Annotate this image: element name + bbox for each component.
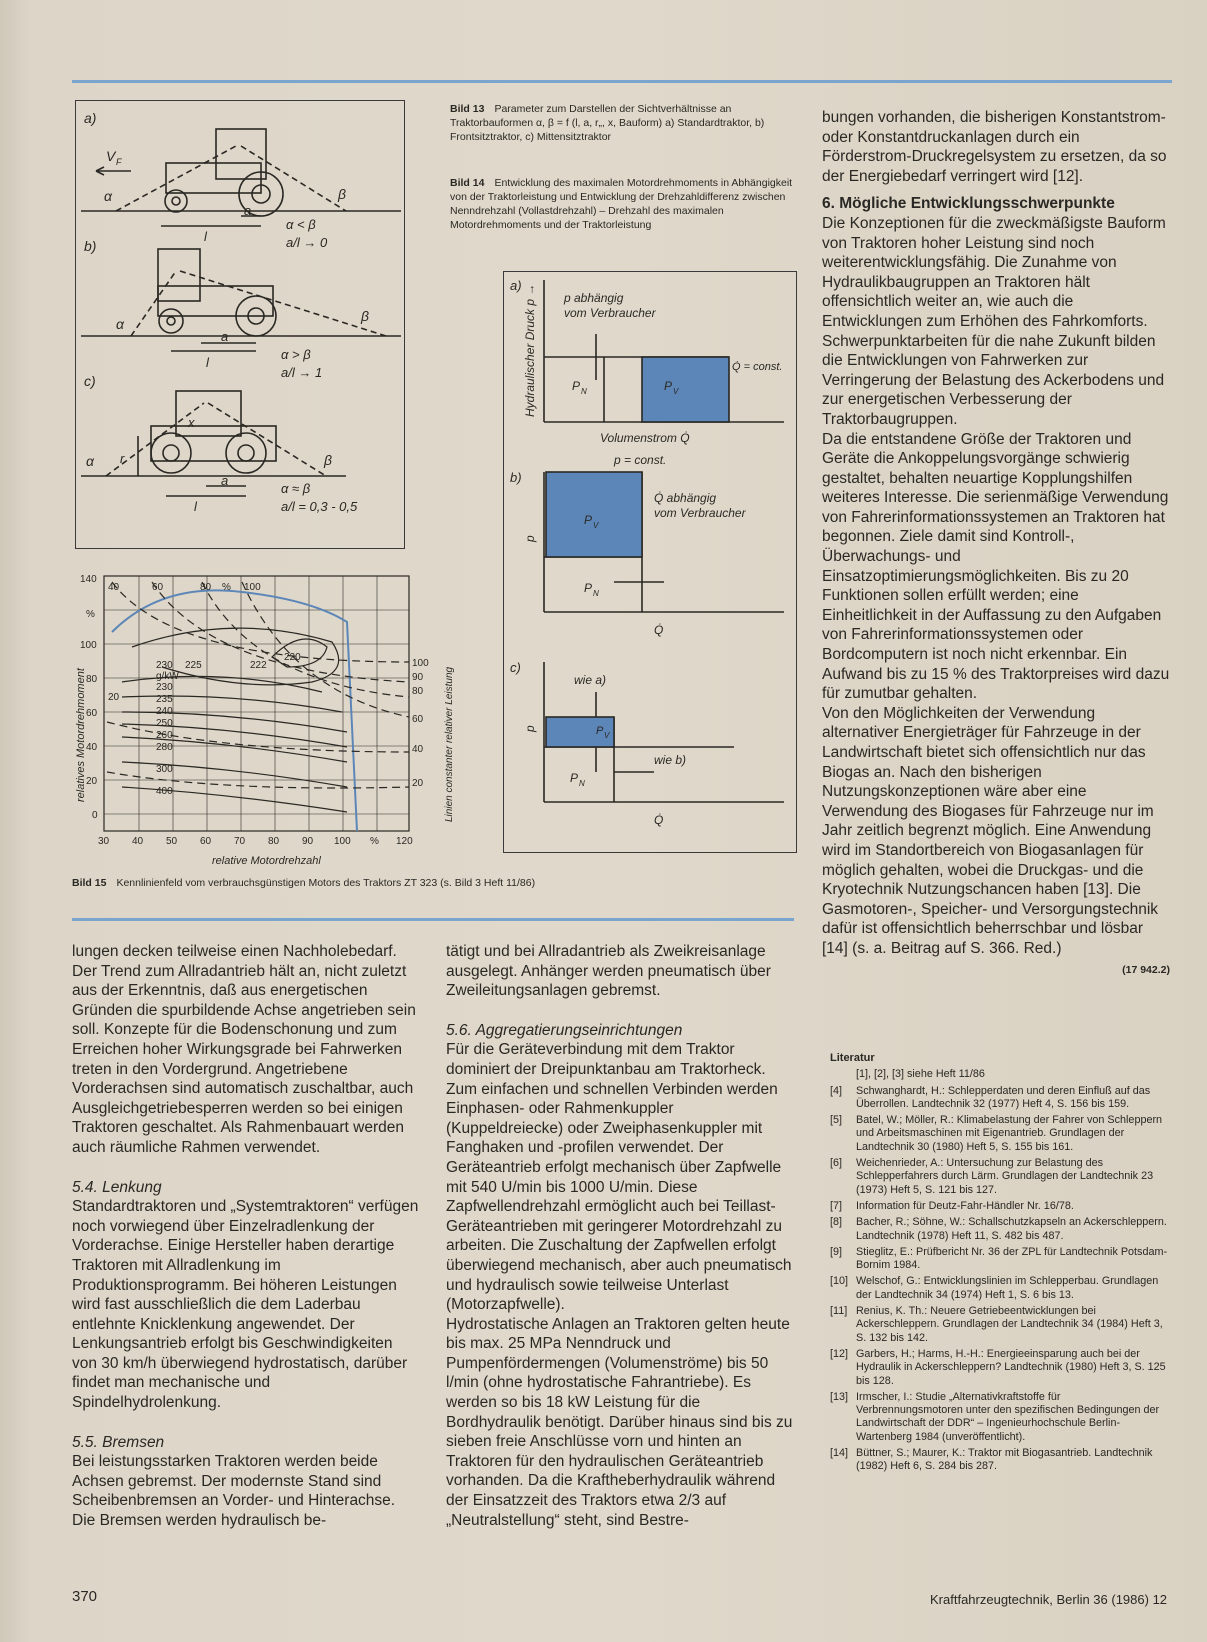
fig15-c230a: 230 <box>156 660 173 671</box>
fig13-beta-c: β <box>324 452 332 468</box>
fig14-q-axis-c: Q̇ <box>654 813 664 827</box>
heading-6: 6. Mögliche Entwicklungsschwerpunkte <box>822 195 1115 213</box>
fig15-left-20: 20 <box>108 692 120 703</box>
article-number: (17 942.2) <box>1122 963 1170 976</box>
caption-bild14-text: Entwicklung des maximalen Motordrehmoments in Abhängigkeit von der Traktorleistung und Entwicklung der Drehzahldifferenz zwischen Nenndrehzahl (Vollastdrehzahl) – Drehzahl des maximalen Motordrehmoments und der Traktorleistung <box>450 177 793 231</box>
fig14-label-c: c) <box>510 660 521 675</box>
fig13-eq-a2: a/l → 0 <box>286 235 328 250</box>
reference-number: [13] <box>830 1390 849 1403</box>
fig15-ylabel: relatives Motordrehmoment <box>75 668 87 802</box>
fig15-right-20: 20 <box>412 778 424 789</box>
fig14-p-axis-b: p <box>523 535 537 542</box>
text-column-3 <box>822 108 1170 980</box>
fig14-q-abh1: Q̇ abhängig <box>654 491 717 505</box>
fig14-pn-b: P <box>584 581 593 595</box>
fig14-pn-b-sub: N <box>593 589 599 598</box>
fig15-ytick-20: 20 <box>86 776 98 787</box>
fig15-gkw: g/kW <box>156 671 179 682</box>
col1-paragraph-1: lungen decken teilweise einen Nachholebedarf. Der Trend zum Allradantrieb hält an, nicht zuletzt aus der Erkenntnis, daß aus energetischen Gründen die spurbildende Achse angetrieben sein soll. Konzepte für die Bodenschonung und zum Erreichen hoher Wirkungsgrade bei Fahrwerken treten in den Vordergrund. Angetriebene Vorderachsen sind automatisch zuschaltbar, auch Ausgleichgetriebesperren werden so bei einigen Traktoren geschaltet. Als Rahmenbauart werden auch räumliche Rahmen verwendet. <box>72 943 416 1156</box>
fig14-q-axis-b: Q̇ <box>654 623 664 637</box>
fig15-right-80: 80 <box>412 686 424 697</box>
fig14-p-abh1: p abhängig <box>564 291 624 305</box>
fig15-ytick-40: 40 <box>86 742 98 753</box>
fig15-c225: 225 <box>185 660 202 671</box>
fig15-xtick-90: 90 <box>302 836 314 847</box>
reference-number: [14] <box>830 1447 849 1460</box>
reference-text: Renius, K. Th.: Neuere Getriebeentwicklungen bei Ackerschleppern. Grundlagen der Landtechnik 34 (1984) Heft 3, S. 132 bis 142. <box>856 1305 1163 1344</box>
reference-number: [9] <box>830 1245 843 1258</box>
caption-bild13-number: Bild 13 <box>450 103 485 115</box>
fig15-c240: 240 <box>156 706 173 717</box>
reference-items <box>830 1068 1170 1473</box>
reference-text: Irmscher, I.: Studie „Alternativkraftstoffe für Verbrennungsmotoren unter den spezifischen Bedingungen der Landwirtschaft der DDR“ – Ingenieurhochschule Berlin-Wartenberg 1984 (unveröffentlicht). <box>856 1390 1160 1443</box>
reference-text: Welschof, G.: Entwicklungslinien im Schlepperbau. Grundlagen der Landtechnik 34 (1974) Heft 1, S. 6 bis 13. <box>856 1275 1159 1301</box>
pv-area-a <box>642 357 729 422</box>
fig15-top-100: 100 <box>244 582 261 593</box>
mid-rule <box>72 918 794 921</box>
caption-bild14 <box>450 176 795 232</box>
fig15-xtick-30: 30 <box>98 836 110 847</box>
reference-item <box>830 1216 1170 1243</box>
fig15-ytick-60: 60 <box>86 708 98 719</box>
reference-number: [6] <box>830 1157 843 1170</box>
fig14-vol: Volumenstrom Q̇ <box>600 431 690 445</box>
reference-item <box>830 1200 1170 1213</box>
reference-text: Information für Deutz-Fahr-Händler Nr. 16/78. <box>856 1199 1074 1212</box>
fig14-pv-c-sub: V <box>604 731 610 740</box>
col3-paragraph-1: bungen vorhanden, die bisherigen Konstantstrom- oder Konstantdruckanlagen durch ein Förderstrom-Druckregelsystem zu ersetzen, da so der Energiebedarf verringert wird [12]. <box>822 109 1167 185</box>
fig15-c250: 250 <box>156 718 173 729</box>
tractor-diagrams <box>76 101 404 548</box>
fig14-p-abh2: vom Verbraucher <box>564 306 656 320</box>
fig13-alpha-b: α <box>116 316 124 332</box>
fig14-pv-b-sub: V <box>593 521 599 530</box>
reference-item <box>830 1447 1170 1474</box>
col3-paragraph-3: Da die entstandene Größe der Traktoren und Geräte die Ankoppelungsvorgänge schwierig gestaltet, behalten neuartige Kopplungshilfen weiteres Interesse. Die serienmäßige Verwendung von Fahrerinformationssystemen an Traktoren hat begonnen. Ziele damit sind Kontroll-, Überwachungs- und Einsatzoptimierungsmöglichkeiten. Bis zu 20 Funktionen sollen erfüllt werden; eine Einheitlichkeit in der Auffassung zu den Aufgaben von Fahrerinformationssystemen oder Bordcomputern ist noch nicht erkennbar. Ein Aufwand bis zu 15 % des Traktorpreises wird dazu für zumutbar gehalten. <box>822 430 1170 703</box>
reference-number: [4] <box>830 1084 843 1097</box>
col2-paragraph-2: Für die Geräteverbindung mit dem Traktor dominiert der Dreipunktanbau am Traktorheck. Zum einfachen und schnellen Verbinden werden Einphasen- oder Rahmenkuppler (Kuppeldreiecke) oder Zweiphasenkuppler mit Fanghaken und -profilen verwendet. Der Geräteantrieb erfolgt mechanisch über Zapfwelle mit 540 U/min bis 1000 U/min. Diese Zapfwellendrehzahl ermöglicht auch bei Teillast-Geräteantrieben mit geringerer Motordrehzahl zu arbeiten. Die Zuschaltung der Zapfwellen erfolgt überwiegend mechanisch, aber auch pneumatisch und hydraulisch sowie teilweise Unterlast (Motorzapfwelle). <box>446 1041 792 1314</box>
fig15-top-80: 80 <box>200 582 212 593</box>
fig14-pn-c-sub: N <box>579 779 585 788</box>
reference-item <box>830 1085 1170 1112</box>
fig15-c220: 220 <box>284 652 301 663</box>
fig15-xtick-60: 60 <box>200 836 212 847</box>
reference-text: Weichenrieder, A.: Untersuchung zur Belastung des Schlepperfahrers durch Lärm. Grundlagen der Landtechnik 23 (1973) Heft 5, S. 121 bis 127. <box>856 1157 1154 1196</box>
article-number-line <box>822 959 1170 981</box>
reference-item <box>830 1348 1170 1388</box>
figure-13 <box>75 100 405 549</box>
fig13-alpha-c: α <box>86 453 94 469</box>
fig13-eq-b2: a/l → 1 <box>281 365 323 380</box>
fig15-right-100: 100 <box>412 658 429 669</box>
reference-number: [10] <box>830 1275 849 1288</box>
figure-15 <box>72 572 472 872</box>
reference-text: Büttner, S.; Maurer, K.: Traktor mit Biogasantrieb. Landtechnik (1982) Heft 6, S. 284 bis 287. <box>856 1447 1153 1473</box>
text-column-1 <box>72 942 420 1531</box>
fig15-xtick-50: 50 <box>166 836 178 847</box>
fig14-pn-c: P <box>570 771 579 785</box>
fig13-a-a: a <box>244 203 252 218</box>
literature-heading: Literatur <box>830 1052 875 1064</box>
reference-number: [11] <box>830 1305 848 1318</box>
caption-bild15-text: Kennlinienfeld vom verbrauchsgünstigen Motors des Traktors ZT 323 (s. Bild 3 Heft 11/86) <box>116 877 536 889</box>
fig13-eq-c1: α ≈ β <box>281 481 311 496</box>
reference-item <box>830 1246 1170 1273</box>
fig15-c400: 400 <box>156 786 173 797</box>
fig13-beta-b: β <box>361 308 369 324</box>
reference-number: [5] <box>830 1114 843 1127</box>
fig15-c260: 260 <box>156 730 173 741</box>
text-column-2 <box>446 942 794 1530</box>
fig13-a-c: a <box>221 473 229 488</box>
reference-text: Batel, W.; Möller, R.: Klimabelastung der Fahrer von Schleppern und Arbeitsmaschinen mit Eigenantrieb. Grundlagen der Landtechnik 30 (1980) Heft 5, S. 155 bis 161. <box>856 1114 1163 1153</box>
fig15-c300: 300 <box>156 764 173 775</box>
figure-14 <box>503 271 797 853</box>
col2-paragraph-3: Hydrostatische Anlagen an Traktoren gelten heute bis max. 25 MPa Nenndruck und Pumpenfördermengen (Volumenströme) bis 50 l/min (ohne hydrostatische Fahrantriebe). Es werden so bis 18 kW Leistung für die Bordhydraulik benötigt. Darüber hinaus sind bis zu sieben freie Anschlüsse vorn und hinten an Traktoren für den hydraulischen Geräteantrieb vorhanden. Da die Kraftheberhydraulik während der Einsatzzeit des Traktors etwa 2/3 auf „Neutralstellung“ steht, sind Bestre- <box>446 1315 793 1529</box>
fig15-xtick-70: 70 <box>234 836 246 847</box>
fig15-ytick-140: 140 <box>80 574 97 585</box>
fig15-xtick-100: 100 <box>334 836 351 847</box>
fig13-a-b: a <box>221 329 229 344</box>
fig15-c222: 222 <box>250 660 267 671</box>
fig14-q-const: Q̇ = const. <box>732 361 783 373</box>
reference-item <box>830 1275 1170 1302</box>
fig13-l-b: l <box>206 355 209 370</box>
fig15-right-40: 40 <box>412 744 424 755</box>
col2-paragraph-1: tätigt und bei Allradantrieb als Zweikreisanlage ausgelegt. Anhänger werden pneumatisch über Zweileitungsanlagen gebremst. <box>446 943 771 1000</box>
reference-number <box>830 1068 856 1081</box>
fig14-label-b: b) <box>510 470 522 485</box>
reference-text: Garbers, H.; Harms, H.-H.: Energieeinsparung auch bei der Hydraulik in Ackerschleppern? Landtechnik (1980) Heft 3, S. 125 bis 128. <box>856 1347 1166 1387</box>
fig15-xlabel: relative Motordrehzahl <box>212 855 321 867</box>
caption-bild15-number: Bild 15 <box>72 877 107 889</box>
reference-item <box>830 1114 1170 1154</box>
col1-paragraph-3: Bei leistungsstarken Traktoren werden beide Achsen gebremst. Der modernste Stand sind Scheibenbremsen an Vorder- und Hinterachse. Die Bremsen werden hydraulisch be- <box>72 1453 396 1530</box>
caption-bild13 <box>450 102 795 144</box>
reference-item <box>830 1391 1170 1444</box>
fig13-l-c: l <box>194 499 197 514</box>
fig13-vf: V <box>106 148 116 164</box>
fig15-right-label: Linien constanter relativer Leistung <box>444 666 455 822</box>
top-rule <box>72 80 1172 83</box>
fig14-q-abh2: vom Verbraucher <box>654 506 746 520</box>
fig15-xtick-pct: % <box>370 836 379 847</box>
reference-number: [8] <box>830 1216 843 1229</box>
fig15-xtick-80: 80 <box>268 836 280 847</box>
fig14-pv-c: P <box>596 725 604 737</box>
col1-paragraph-2: Standardtraktoren und „Systemtraktoren“ verfügen noch vorwiegend über Einzelradlenkung der Vorderachse. Einige Hersteller haben derartige Traktoren mit Allradlenkung im Produktionsprogramm. Bei höheren Leistungen wird fast ausschließlich die dem Laderbau entlehnte Knicklenkung angewendet. Der Lenkungsantrieb erfolgt bis Geschwindigkeiten von 30 km/h überwiegend hydrostatisch, darüber findet man mechanische und Spindelhydrolenkung. <box>72 1198 419 1412</box>
literature-list <box>830 1052 1170 1477</box>
fig13-label-c: c) <box>84 373 96 389</box>
caption-bild13-text: Parameter zum Darstellen der Sichtverhältnisse an Traktorbauformen α, β = f (l, a, r„, x, Bauform) a) Standardtraktor, b) Frontsitztraktor, c) Mittensitztraktor <box>450 103 765 143</box>
page-number: 370 <box>72 1588 98 1605</box>
fig13-rw: r <box>120 451 125 466</box>
heading-5-5: 5.5. Bremsen <box>72 1433 165 1451</box>
fig15-ytick-80: 80 <box>86 674 98 685</box>
fig15-ytick-0: 0 <box>92 810 98 821</box>
fig14-pv-a-sub: V <box>673 387 679 396</box>
fig14-pn-a: P <box>572 379 581 393</box>
fig14-wie-a: wie a) <box>574 673 607 687</box>
fig13-label-b: b) <box>84 238 97 254</box>
reference-item <box>830 1305 1170 1345</box>
reference-text: Schwanghardt, H.: Schlepperdaten und deren Einfluß auf das Überrollen. Landtechnik 32 (1977) Heft 4, S. 156 bis 159. <box>856 1084 1151 1110</box>
fig13-beta-a: β <box>338 186 346 202</box>
reference-number: [7] <box>830 1199 843 1212</box>
reference-item <box>830 1157 1170 1197</box>
fig13-eq-a1: α < β <box>286 217 316 232</box>
fig13-x: x <box>188 415 195 430</box>
reference-number: [12] <box>830 1347 849 1360</box>
engine-map-chart <box>72 572 472 872</box>
fig15-xtick-120: 120 <box>396 836 413 847</box>
fig14-pv-a: P <box>664 379 673 393</box>
fig15-right-60: 60 <box>412 714 424 725</box>
fig13-alpha-a: α <box>104 188 112 204</box>
fig15-c235: 235 <box>156 694 173 705</box>
fig14-p-const: p = const. <box>614 453 667 467</box>
fig13-vf-sub: F <box>116 157 122 167</box>
reference-text: Stieglitz, E.: Prüfbericht Nr. 36 der ZPL für Landtechnik Potsdam-Bornim 1984. <box>856 1245 1168 1272</box>
heading-5-4: 5.4. Lenkung <box>72 1178 162 1196</box>
fig14-ylabel-a: Hydraulischer Druck p → <box>523 283 537 417</box>
heading-5-6: 5.6. Aggregatierungseinrichtungen <box>446 1021 683 1039</box>
fig14-pv-b: P <box>584 513 593 527</box>
fig13-label-a: a) <box>84 110 97 126</box>
caption-bild15 <box>72 876 672 890</box>
caption-bild14-number: Bild 14 <box>450 177 485 189</box>
fig14-label-a: a) <box>510 278 522 293</box>
fig15-top-pct: % <box>222 582 231 593</box>
fig15-c280: 280 <box>156 742 173 753</box>
reference-text: [1], [2], [3] siehe Heft 11/86 <box>856 1068 985 1081</box>
fig15-y-pct: % <box>86 609 95 620</box>
fig14-wie-b: wie b) <box>654 753 687 767</box>
fig14-p-axis-c: p <box>523 725 537 732</box>
pv-area-b <box>546 472 642 557</box>
reference-text: Bacher, R.; Söhne, W.: Schallschutzkapseln an Ackerschleppern. Landtechnik (1978) Heft 11, S. 482 bis 487. <box>856 1216 1167 1242</box>
fig15-top-60: 60 <box>152 582 164 593</box>
fig15-c230b: 230 <box>156 682 173 693</box>
fig14-pn-a-sub: N <box>581 387 587 396</box>
reference-item <box>830 1068 1170 1081</box>
fig15-xtick-40: 40 <box>132 836 144 847</box>
col3-paragraph-4: Von den Möglichkeiten der Verwendung alternativer Energieträger für Fahrzeuge in der Landwirtschaft bietet sich offensichtlich nur das Biogas an. Nach den bisherigen Nutzungskonzeptionen wäre aber eine Verwendung des Biogases für Fahrzeuge nur im Jahr zeitlich begrenzt möglich. Eine Anwendung wird im Standortbereich von Biogasanlagen für möglich gehalten, wobei die Druckgas- und die Kryotechnik Nutzungschancen haben [13]. Die Gasmotoren-, Speicher- und Versorgungstechnik dafür ist offensichtlich beherrschbar und lösbar [14] (s. a. Beitrag auf S. 366. Red.) <box>822 704 1159 957</box>
col3-paragraph-2: Die Konzeptionen für die zweckmäßigste Bauform von Traktoren hoher Leistung sind noch weiterentwicklungsfähig. Die Zunahme von Hydraulikbaugruppen an Traktoren hält offensichtlich weiter an, wie auch die Entwicklungen zum Erhöhen des Fahrkomforts. Schwerpunktarbeiten für die nahe Zukunft bilden die Entwicklungen von Fahrwerken zur Verringerung der Belastung des Ackerbodens und zur energetischen Verbesserung der Traktorbaugruppen. <box>822 214 1166 428</box>
hydraulic-diagrams <box>504 272 796 852</box>
fig15-ytick-100: 100 <box>80 640 97 651</box>
fig13-eq-c2: a/l = 0,3 - 0,5 <box>281 499 358 514</box>
fig13-eq-b1: α > β <box>281 347 311 362</box>
fig15-top-40: 40 <box>108 582 120 593</box>
fig13-l-a: l <box>204 229 207 244</box>
journal-footer: Kraftfahrzeugtechnik, Berlin 36 (1986) 12 <box>930 1592 1168 1607</box>
fig15-right-90: 90 <box>412 672 424 683</box>
